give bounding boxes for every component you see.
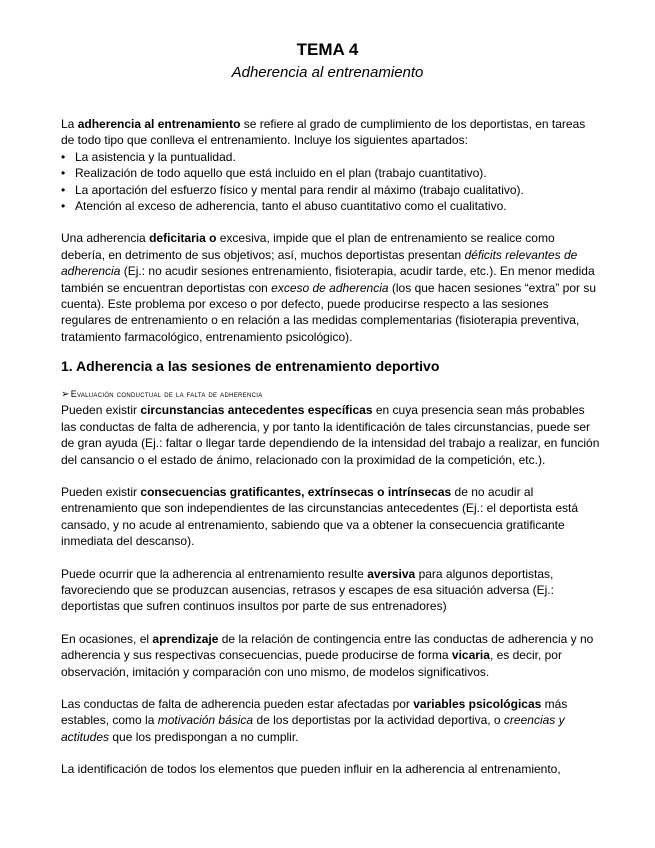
aversive-paragraph: Puede ocurrir que la adherencia al entrenamiento resulte aversiva para algunos deportistas, favoreciendo que se produzcan ausencias, retrasos y escapes de esa situación adversa (Ej.: deportistas que sufren continuos insultos por parte de sus entrenadores) xyxy=(61,566,554,614)
list-item: • La asistencia y la puntualidad. xyxy=(61,149,601,165)
document-body xyxy=(61,116,601,778)
identification-paragraph: La identificación de todos los elementos que pueden influir en la adherencia al entrenamiento, xyxy=(61,762,561,777)
learning-paragraph: En ocasiones, el aprendizaje de la relación de contingencia entre las conductas de adherencia y no adherencia y sus respectivas consecuencias, puede producirse de forma vicaria, es decir, por observación, imitación y comparación con uno mismo, de modelos significativos. xyxy=(61,631,594,679)
list-item: • La aportación del esfuerzo físico y mental para rendir al máximo (trabajo cualitativo). xyxy=(61,182,601,198)
section-heading: 1. Adherencia a las sesiones de entrenamiento deportivo xyxy=(61,358,440,375)
intro-paragraph: La adherencia al entrenamiento se refiere al grado de cumplimiento de los deportistas, en tareas de todo tipo que conlleva el entrenamiento. Incluye los siguientes apartados: xyxy=(61,117,586,148)
list-item: • Atención al exceso de adherencia, tanto el abuso cuantitativo como el cualitativo. xyxy=(61,198,601,214)
adherence-deficit-paragraph: Una adherencia deficitaria o excesiva, impide que el plan de entrenamiento se realice como debería, en detrimento de sus objetivos; así, muchos deportistas presentan déficits relevantes de adherencia (Ej.: no acudir sesiones entrenamiento, fisioterapia, acudir tarde, etc.). En menor medida también se encuentran deportistas con exceso de adherencia (los que hacen sesiones “extra” por su cuenta). Este problema por exceso o por defecto, puede producirse respecto a las sesiones regulares de entrenamiento o en relación a las medidas complementarias (fisioterapia preventiva, tratamiento farmacológico, entrenamiento psicológico). xyxy=(61,231,597,344)
subsection-heading: ➢Evaluación conductual de la falta de adherencia xyxy=(61,389,263,401)
list-item: • Realización de todo aquello que está incluido en el plan (trabajo cuantitativo). xyxy=(61,165,601,181)
consequences-paragraph: Pueden existir consecuencias gratificantes, extrínsecas o intrínsecas de no acudir al entrenamiento que son independientes de las circunstancias antecedentes (Ej.: el deportista está cansado, y no acude al entrenamiento, sabiendo que va a obtener la consecuencia gratificante inmediata del descanso). xyxy=(61,484,578,549)
psychological-variables-paragraph: Las conductas de falta de adherencia pueden estar afectadas por variables psicológicas más estables, como la motivación básica de los deportistas por la actividad deportiva, o creencias y actitudes que los predispongan a no cumplir. xyxy=(61,696,568,744)
page-title: TEMA 4 xyxy=(296,40,359,59)
bullet-list xyxy=(61,149,601,215)
page-subtitle: Adherencia al entrenamiento xyxy=(231,64,424,81)
arrow-bullet-icon: ➢ xyxy=(61,389,70,401)
antecedents-paragraph: Pueden existir circunstancias antecedentes específicas en cuya presencia sean más probables las conductas de falta de adherencia, y por tanto la identificación de tales circunstancias, puede ser de gran ayuda (Ej.: faltar o llegar tarde dependiendo de la intensidad del trabajo a realizar, en función del cansancio o el estado de ánimo, relacionado con la proximidad de la competición, etc.). xyxy=(61,403,600,467)
